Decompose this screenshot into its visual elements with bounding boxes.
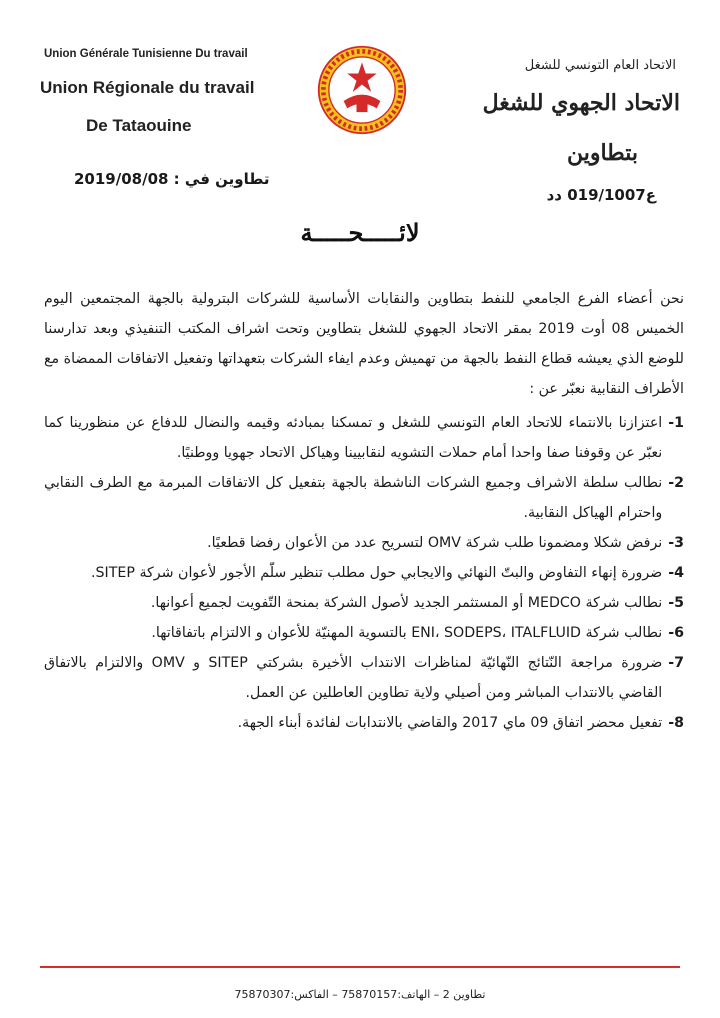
org-city-ar: بتطاوين	[566, 140, 638, 166]
reference-number: ع019/1007 دد	[546, 186, 656, 204]
item-text: اعتزازنا بالانتماء للاتحاد العام التونسي للشغل و تمسكنا بمبادئه وقيمه والنضال للدفاع عن منظورينا كما نعبّر عن وقوفنا صفا واحدا أمام حملات التشويه لنقابيينا وهياكل الاتحاد جهويا ووطنيًا.	[44, 415, 663, 461]
org-name-ar-general: الاتحاد العام التونسي للشغل	[524, 58, 676, 73]
list-item	[44, 708, 684, 738]
list-item	[44, 618, 684, 648]
item-number: 7-	[668, 655, 684, 671]
item-text: تفعيل محضر اتفاق 09 ماي 2017 والقاضي بالانتدابات لفائدة أبناء الجهة.	[237, 715, 663, 731]
org-name-fr-regional: Union Régionale du travail	[40, 78, 255, 97]
org-city-fr: De Tataouine	[86, 116, 192, 135]
list-item	[44, 558, 684, 588]
list-item	[44, 468, 684, 528]
footer-divider	[40, 966, 680, 968]
org-name-ar-regional: الاتحاد الجهوي للشغل	[482, 90, 680, 116]
list-item	[44, 528, 684, 558]
item-number: 3-	[668, 535, 684, 551]
document-body	[44, 284, 684, 738]
list-item	[44, 408, 684, 468]
item-text: نطالب سلطة الاشراف وجميع الشركات الناشطة بالجهة بتفعيل كل الاتفاقات المبرمة مع الطرف النقابي واحترام الهياكل النقابية.	[44, 475, 663, 521]
document-date: تطاوين في : 2019/08/08	[74, 170, 270, 188]
item-number: 1-	[668, 415, 684, 431]
footer-contact: تطاوين 2 – الهاتف:75870157 – الفاكس:75870307	[234, 988, 486, 1001]
document-title: لائـــــحـــــة	[300, 218, 420, 247]
item-text: ضرورة إنهاء التفاوض والبتّ النهائي والايجابي حول مطلب تنظير سلّم الأجور لأعوان شركة SITEP.	[91, 565, 663, 581]
item-text: نطالب شركة ENI، SODEPS، ITALFLUID بالتسوية المهنيّة للأعوان و الالتزام باتفاقاتها.	[151, 625, 663, 641]
item-number: 4-	[668, 565, 684, 581]
item-number: 2-	[668, 475, 684, 491]
list-item	[44, 648, 684, 708]
org-name-fr-general: Union Générale Tunisienne Du travail	[44, 48, 248, 60]
item-number: 8-	[668, 715, 684, 731]
ugtt-logo-icon	[316, 44, 408, 136]
item-number: 5-	[668, 595, 684, 611]
item-text: ضرورة مراجعة النّتائج النّهائيّة لمناظرات الانتداب الأخيرة بشركتي SITEP و OMV والالتزام بالاتفاق القاضي بالانتداب المباشر ومن أصيلي ولاية تطاوين العاطلين عن العمل.	[44, 655, 663, 701]
intro-paragraph: نحن أعضاء الفرع الجامعي للنفط بتطاوين والنقابات الأساسية للشركات البترولية بالجهة المجتمعين اليوم الخميس 08 أوت 2019 بمقر الاتحاد الجهوي للشغل بتطاوين وتحت اشراف المكتب التنفيذي وبعد تدارسنا للوضع الذي يعيشه قطاع النفط بالجهة من تهميش وعدم ايفاء الشركات بتعهداتها وتفعيل الاتفاقات الممضاة مع الأطراف النقابية نعبّر عن :	[44, 291, 684, 397]
list-item	[44, 588, 684, 618]
item-number: 6-	[668, 625, 684, 641]
item-text: نرفض شكلا ومضمونا طلب شركة OMV لتسريح عدد من الأعوان رفضا قطعيًا.	[207, 535, 663, 551]
item-text: نطالب شركة MEDCO أو المستثمر الجديد لأصول الشركة بمنحة التّفويت لجميع أعوانها.	[150, 595, 663, 611]
